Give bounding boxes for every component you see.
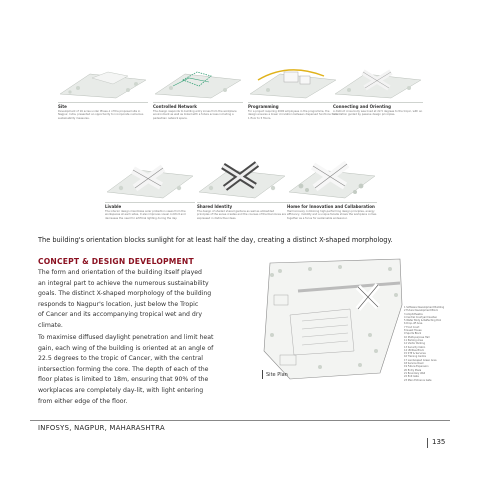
figure-caption: The building's orientation blocks sunlight for at least half the day, creating a distinct X-shaped morphology.	[38, 236, 393, 244]
concept-panel-controlled-network	[153, 60, 243, 120]
page-number-bar	[427, 438, 428, 448]
panel-title: Shared Identity	[197, 204, 233, 209]
paragraph-line: goals. The distinct X-shaped morphology of the building	[38, 290, 212, 298]
paragraph-line: gain, each wing of the building is oriented at an angle of	[38, 344, 214, 352]
legend-item: 14 Utilities Block	[404, 348, 425, 352]
paragraph-line: responds to Nagpur's location, just below the Tropic	[38, 300, 199, 308]
paragraph-line: 22.5 degrees to the tropic of Cancer, with the central	[38, 355, 204, 363]
panel-title: Controlled Network	[153, 104, 197, 109]
panel-title: Connecting and Orienting	[333, 104, 391, 109]
paragraph-line: workplaces are completely day-lit, with light entering	[38, 386, 204, 394]
panel-title: Site	[58, 104, 67, 109]
programming-diagram	[248, 60, 338, 100]
panel-description: For a project requiring 2000 employees in the programme, the design ensures a linear circulation between dispersed functions from 1 floor to 5 floors.	[248, 110, 338, 120]
orienting-diagram	[333, 60, 423, 100]
site-plan-label-bar	[262, 370, 263, 379]
footer-rule	[30, 420, 450, 421]
legend-item: 9 Sports Block	[404, 332, 422, 336]
legend-item: 4 Central Courtyard Garden	[404, 315, 438, 319]
legend-item: 15 STP & Services	[404, 352, 426, 356]
paragraph-line: of Cancer and its accompanying tropical wet and dry	[38, 311, 203, 319]
paragraph-1	[38, 268, 243, 332]
legend-item: 11 Parking Area	[404, 338, 423, 342]
paragraph-line: intersection forming the core. The depth of each of the	[38, 365, 209, 373]
site-diagram	[58, 60, 148, 100]
panel-title: Livable	[105, 204, 122, 209]
legend-item: 6 Drop-off Area	[404, 322, 423, 326]
panel-title: Home for Innovation and Collaboration	[287, 204, 375, 209]
panel-description: The interior design maximizes solar protection views from the workspaces at each sides, it also improves visual comfort and decreases the need for artificial lighting during the day.	[105, 210, 186, 220]
legend-item: 20 Entry Plaza	[404, 368, 422, 372]
shared-identity-diagram	[197, 152, 287, 200]
paragraph-line: floor plates is limited to 18m, ensuring that 90% of the	[38, 376, 209, 384]
paragraph-line: climate.	[38, 321, 63, 329]
paragraph-line: from either edge of the floor.	[38, 397, 128, 405]
site-plan-legend	[404, 306, 456, 382]
legend-item: 18 Service Road	[404, 362, 424, 366]
concept-panel-shared-identity	[197, 152, 287, 220]
legend-item: 1 Software Development Building	[404, 306, 445, 309]
legend-item: 7 Food Court	[404, 325, 420, 329]
concept-panel-home-innovation	[287, 152, 377, 220]
concept-panel-site	[58, 60, 148, 120]
panel-description: The design responds to building entry zones from the workplace environment as well as linked with a future access including a pedestrian network space.	[153, 110, 237, 120]
paragraph-line: an integral part to achieve the numerous sustainability	[38, 279, 209, 287]
section-title: CONCEPT & DESIGN DEVELOPMENT	[38, 257, 194, 266]
legend-item: 2 Future Development Block	[404, 309, 438, 313]
legend-item: 10 Multi-purpose Hall	[404, 335, 430, 339]
legend-item: 19 Future Expansion	[404, 365, 429, 369]
legend-item: 17 Landscaped Green Area	[404, 358, 437, 362]
paragraph-line: To maximise diffused daylight penetration and limit heat	[38, 334, 214, 341]
panel-title: Programming	[248, 104, 279, 109]
concept-panel-connecting-orienting	[333, 60, 423, 117]
panel-description: The design of shaded shared gardens as well as embedded principles of the sense creates and the courses of thermal zones are expressed in distinctive ideas.	[197, 210, 286, 220]
legend-item: 22 Exit Gate	[404, 375, 419, 379]
page-number: 135	[432, 438, 446, 446]
panel-description: A distinct cross body was lined at 22.5 degrees to the tropic, with an orientation guided by passive design principles.	[333, 110, 423, 117]
concept-panel-livable	[105, 152, 195, 220]
panel-description: Development of 16 acres under Phase-1 of the proposed site in Nagpur, India, presented an opportunity to incorporate numerous sustainability measures.	[58, 110, 144, 120]
paragraph-2	[38, 333, 243, 407]
legend-item: 21 Boundary Wall	[404, 371, 426, 375]
legend-item: 8 Guest House	[404, 329, 422, 333]
footer-title: INFOSYS, NAGPUR, MAHARASHTRA	[38, 424, 165, 432]
concept-panel-programming	[248, 60, 338, 120]
legend-item: 13 Security Cabin	[404, 345, 426, 349]
site-plan-label: Site Plan	[266, 372, 288, 378]
legend-item: 5 Water Body & Reflecting Pool	[404, 319, 442, 323]
panel-description: Harmoniously combining high-performing design principles, energy efficiency, mobility and a unique facade shows the workplace comes together as a focus for sustainable endeavour.	[287, 210, 377, 220]
network-diagram	[153, 60, 243, 100]
legend-item: 16 Training Centre	[404, 355, 426, 359]
paragraph-line: The form and orientation of the building itself played	[38, 269, 202, 276]
legend-item: 3 Amphitheatre	[404, 312, 423, 316]
innovation-diagram	[287, 152, 377, 200]
livable-diagram	[105, 152, 195, 200]
legend-item: 12 Visitor Parking	[404, 342, 425, 346]
legend-item: 23 Main Entrance Gate	[404, 378, 432, 382]
